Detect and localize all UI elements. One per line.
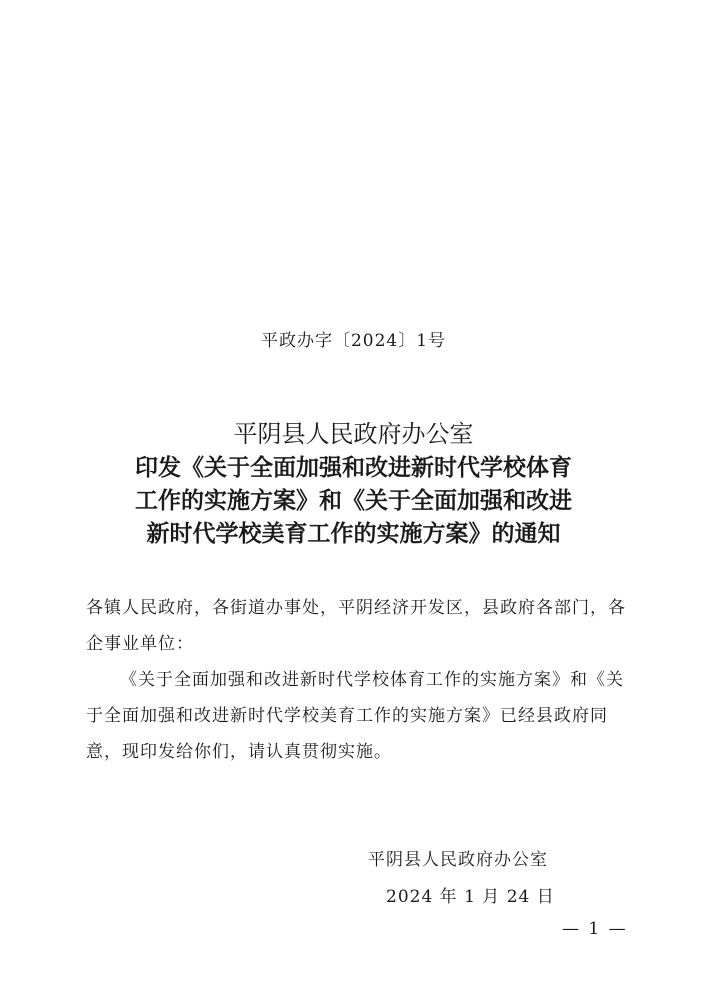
title-line-3: 工作的实施方案》和《关于全面加强和改进 — [135, 487, 572, 514]
document-number: 平政办字〔2024〕1号 — [260, 331, 447, 351]
salutation: 各镇人民政府，各街道办事处，平阴经济开发区，县政府各部门，各企事业单位： — [86, 598, 626, 654]
body-paragraph-container — [86, 662, 626, 770]
title-line-2: 印发《关于全面加强和改进新时代学校体育 — [135, 454, 572, 481]
title-line-4: 新时代学校美育工作的实施方案》的通知 — [146, 520, 561, 547]
page-number: — 1 — — [562, 919, 628, 939]
signature: 平阴县人民政府办公室 — [368, 850, 548, 870]
issue-date: 2024 年 1 月 24 日 — [386, 887, 555, 907]
document-title — [0, 418, 707, 550]
body-paragraph: 《关于全面加强和改进新时代学校体育工作的实施方案》和《关于全面加强和改进新时代学校美育工作的实施方案》已经县政府同意，现印发给你们，请认真贯彻实施。 — [86, 670, 624, 762]
title-line-issuer: 平阴县人民政府办公室 — [233, 420, 474, 448]
